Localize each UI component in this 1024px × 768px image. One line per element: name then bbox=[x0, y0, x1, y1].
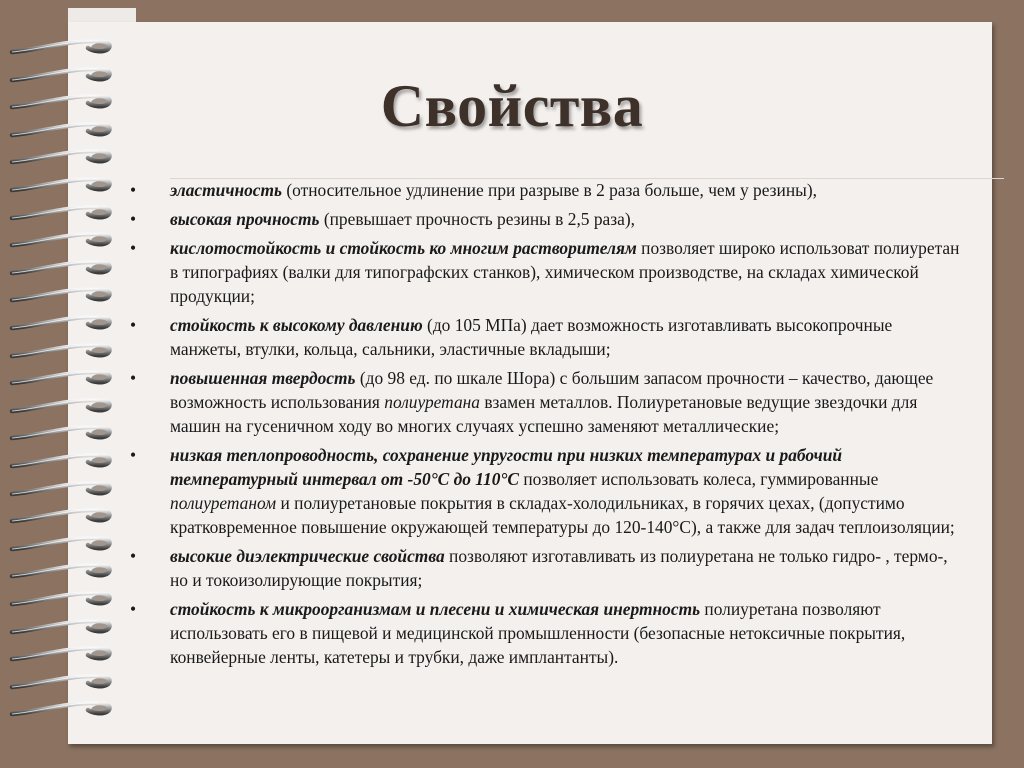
spiral-coil-icon bbox=[8, 308, 118, 336]
spiral-coil-icon bbox=[8, 170, 118, 198]
spiral-coil-icon bbox=[8, 667, 118, 695]
property-term: повышенная твердость bbox=[170, 368, 356, 388]
spiral-coil-icon bbox=[8, 198, 118, 226]
spiral-coil-icon bbox=[8, 253, 118, 281]
bullet-marker: • bbox=[130, 599, 137, 619]
property-term: кислотостойкость и стойкость ко многим растворителям bbox=[170, 238, 637, 258]
bullet-marker: • bbox=[130, 445, 137, 465]
italic-text: полиуретана bbox=[384, 392, 480, 412]
properties-list bbox=[130, 178, 960, 674]
bullet-marker: • bbox=[130, 238, 137, 258]
spiral-coil-icon bbox=[8, 363, 118, 391]
property-description: (превышает прочность резины в 2,5 раза), bbox=[319, 209, 635, 229]
list-item bbox=[130, 597, 960, 669]
spiral-coil-icon bbox=[8, 142, 118, 170]
property-description: (относительное удлинение при разрыве в 2 раза больше, чем у резины), bbox=[282, 180, 817, 200]
list-item bbox=[130, 178, 960, 202]
property-term: эластичность bbox=[170, 180, 282, 200]
bullet-marker: • bbox=[130, 180, 137, 200]
spiral-coil-icon bbox=[8, 584, 118, 612]
slide-title: Свойства bbox=[380, 73, 644, 139]
property-term: стойкость к микроорганизмам и плесени и химическая инертность bbox=[170, 599, 701, 619]
spiral-coil-icon bbox=[8, 418, 118, 446]
property-description: позволяет использовать колеса, гуммированные bbox=[518, 469, 879, 489]
spiral-coil-icon bbox=[8, 639, 118, 667]
list-item bbox=[130, 313, 960, 361]
property-term: стойкость к высокому давлению bbox=[170, 315, 423, 335]
list-item bbox=[130, 443, 960, 539]
property-description: (до 98 ед. по шкале Шора) с большим запасом прочности – качество, дающее возможность использования bbox=[170, 368, 934, 412]
spiral-coil-icon bbox=[8, 529, 118, 557]
spiral-coil-icon bbox=[8, 556, 118, 584]
spiral-coil-icon bbox=[8, 32, 118, 60]
bullet-marker: • bbox=[130, 368, 137, 388]
list-item bbox=[130, 207, 960, 231]
property-description: полиуретана позволяют использовать его в пищевой и медицинской промышленности (безопасные нетоксичные покрытия, конвейерные ленты, катетеры и трубки, даже имплантанты). bbox=[170, 599, 906, 667]
list-item bbox=[130, 236, 960, 308]
spiral-coil-icon bbox=[8, 474, 118, 502]
spiral-coil-icon bbox=[8, 391, 118, 419]
spiral-coil-icon bbox=[8, 336, 118, 364]
spiral-coil-icon bbox=[8, 612, 118, 640]
property-description: (до 105 МПа) дает возможность изготавливать высокопрочные манжеты, втулки, кольца, сальники, эластичные вкладыши; bbox=[170, 315, 893, 359]
property-term: высокие диэлектрические свойства bbox=[170, 546, 445, 566]
bullet-marker: • bbox=[130, 546, 137, 566]
property-description: позволяют изготавливать из полиуретана не только гидро- , термо-, но и токоизолирующие покрытия; bbox=[170, 546, 948, 590]
bullet-marker: • bbox=[130, 315, 137, 335]
list-item bbox=[130, 366, 960, 438]
property-description: позволяет широко использоват полиуретан в типографиях (валки для типографских станков), химическом производстве, на складах химической продукции; bbox=[170, 238, 960, 306]
spiral-coil-icon bbox=[8, 225, 118, 253]
spiral-coil-icon bbox=[8, 446, 118, 474]
spiral-coil-icon bbox=[8, 280, 118, 308]
spiral-coil-icon bbox=[8, 694, 118, 722]
bullet-marker: • bbox=[130, 209, 137, 229]
property-description: и полиуретановые покрытия в складах-холодильниках, в горячих цехах, (допустимо кратковременное повышение окружающей температуры до 120-140°С), а также для задач теплоизоляции; bbox=[170, 493, 955, 537]
list-item bbox=[130, 544, 960, 592]
spiral-coil-icon bbox=[8, 501, 118, 529]
italic-text: полиуретаном bbox=[170, 493, 277, 513]
property-description: взамен металлов. Полиуретановые ведущие звездочки для машин на гусеничном ходу во многих случаях успешно заменяют металлические; bbox=[170, 392, 918, 436]
property-term: низкая теплопроводность, сохранение упругости при низких температурах и рабочий температурный интервал от -50°С до 110°С bbox=[170, 445, 843, 489]
property-term: высокая прочность bbox=[170, 209, 320, 229]
